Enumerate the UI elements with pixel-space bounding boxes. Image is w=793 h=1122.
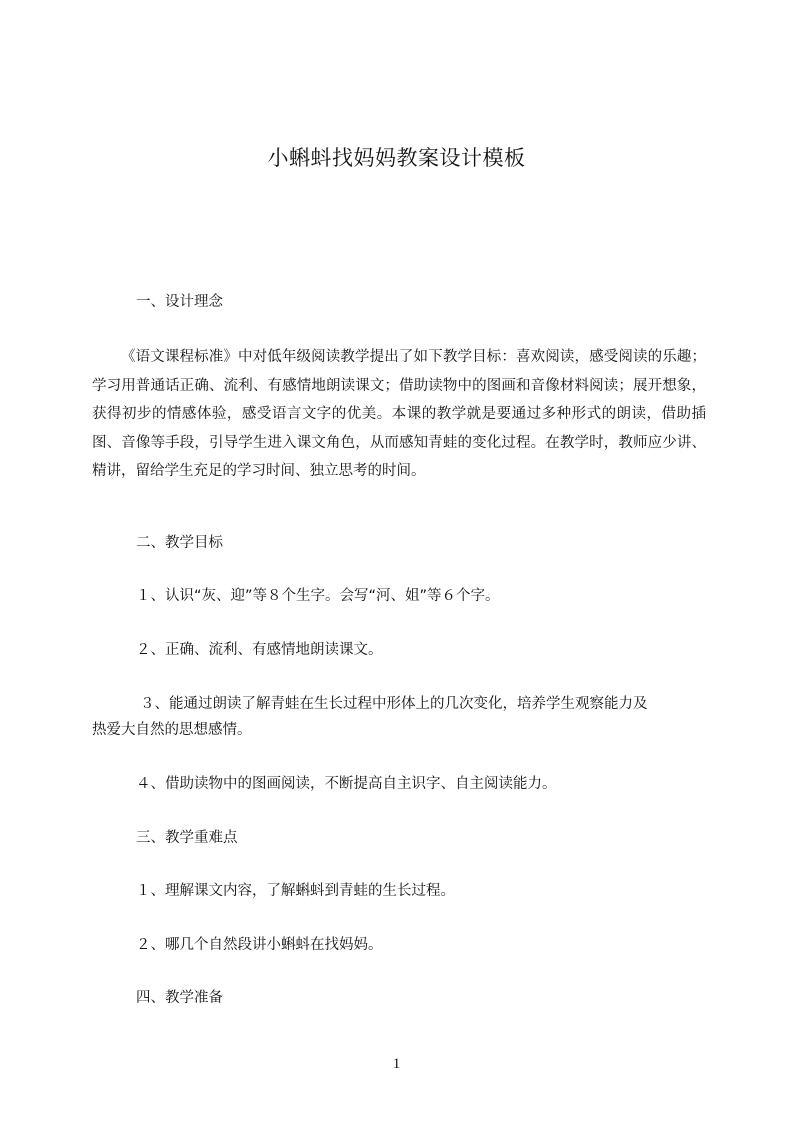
goal-item-4: ４、借助读物中的图画阅读，不断提高自主识字、自主阅读能力。 [136, 776, 557, 792]
goal-item-2: ２、正确、流利、有感情地朗读课文。 [136, 642, 383, 658]
key-point-item-2: ２、哪几个自然段讲小蝌蚪在找妈妈。 [136, 937, 383, 953]
goal-item-3-line-1: ３、能通过朗读了解青蛙在生长过程中形体上的几次变化，培养学生观察能力及 [140, 696, 648, 712]
key-point-item-1: １、理解课文内容，了解蝌蚪到青蛙的生长过程。 [136, 883, 455, 899]
section-heading-preparation: 四、教学准备 [136, 990, 223, 1006]
design-concept-paragraph: 《语文课程标准》中对低年级阅读教学提出了如下教学目标：喜欢阅读，感受阅读的乐趣；学习用普通话正确、流利、有感情地朗读课文；借助读物中的图画和音像材料阅读；展开想象，获得初步的情感体验，感受语言文字的优美。本课的教学就是要通过多种形式的朗读，借助插图、音像等手段，引导学生进入课文角色，从而感知青蛙的变化过程。在教学时，教师应少讲、精讲，留给学生充足的学习时间、独立思考的时间。 [92, 349, 706, 479]
goal-item-3-line-2: 热爱大自然的思想感情。 [92, 722, 252, 738]
page-number: 1 [392, 1056, 401, 1072]
goal-item-1: １、认识“灰、迎”等８个生字。会写“河、姐”等６个字。 [136, 588, 500, 604]
document-title: 小蝌蚪找妈妈教案设计模板 [267, 146, 526, 170]
section-heading-teaching-goals: 二、教学目标 [136, 535, 223, 551]
section-heading-key-points: 三、教学重难点 [136, 830, 238, 846]
section-heading-design-concept: 一、设计理念 [136, 294, 223, 310]
